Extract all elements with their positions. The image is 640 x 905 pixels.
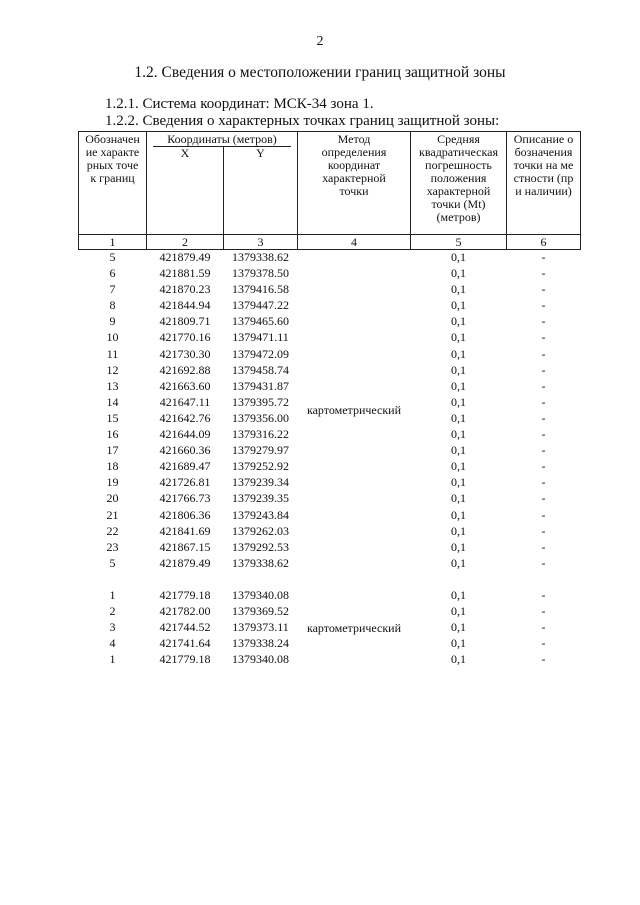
x-coordinate-cell: 421879.49	[159, 555, 211, 570]
x-coordinate-cell: 421844.94	[159, 298, 211, 313]
header-x: X	[147, 147, 224, 235]
x-coordinate-cell: 421841.69	[159, 523, 211, 538]
table-body	[79, 250, 581, 669]
x-coordinate-cell: 421744.52	[159, 620, 211, 635]
description-cell: -	[541, 652, 546, 667]
mean-error-cell: 0,1	[451, 427, 466, 442]
point-number-cell: 19	[106, 475, 119, 490]
description-cell: -	[541, 250, 546, 264]
y-coordinate-cell: 1379239.34	[232, 475, 289, 490]
point-number-cell: 14	[106, 394, 119, 409]
description-cell: -	[541, 443, 546, 458]
x-coordinate-cell: 421766.73	[159, 491, 211, 506]
mean-error-cell: 0,1	[451, 410, 466, 425]
mean-error-cell: 0,1	[451, 250, 466, 264]
description-cell: -	[541, 523, 546, 538]
description-cell: -	[541, 539, 546, 554]
mean-error-cell: 0,1	[451, 443, 466, 458]
mean-error-cell: 0,1	[451, 266, 466, 281]
x-coordinate-cell: 421779.18	[159, 587, 211, 602]
point-number-cell: 5	[109, 555, 116, 570]
y-coordinate-cell: 1379243.84	[232, 507, 289, 522]
x-coordinate-cell: 421879.49	[159, 250, 211, 264]
point-number-cell: 5	[109, 250, 116, 264]
description-cell: -	[541, 298, 546, 313]
description-cell: -	[541, 314, 546, 329]
y-coordinate-cell: 1379471.11	[232, 330, 289, 345]
mean-error-cell: 0,1	[451, 603, 466, 618]
y-coordinate-cell: 1379340.08	[232, 587, 289, 602]
header-description: Описание обозначения точки на местности (при наличии)	[507, 132, 581, 235]
mean-error-cell: 0,1	[451, 636, 466, 651]
y-coordinate-cell: 1379239.35	[232, 491, 289, 506]
y-coordinate-cell: 1379292.53	[232, 539, 289, 554]
points-heading: 1.2.2. Сведения о характерных точках границ защитной зоны:	[105, 113, 500, 129]
x-coordinate-cell: 421726.81	[159, 475, 211, 490]
y-coordinate-cell: 1379316.22	[232, 427, 289, 442]
point-number-cell: 1	[109, 652, 116, 667]
y-coordinate-cell: 1379338.62	[232, 555, 289, 570]
y-coordinate-cell: 1379338.62	[232, 250, 289, 264]
x-coordinate-cell: 421689.47	[159, 459, 211, 474]
method-cell: картометрический	[306, 620, 402, 635]
point-number-cell: 6	[109, 266, 116, 281]
mean-error-cell: 0,1	[451, 523, 466, 538]
mean-error-cell: 0,1	[451, 362, 466, 377]
x-coordinate-cell: 421644.09	[159, 427, 211, 442]
point-number-cell: 3	[109, 620, 116, 635]
point-number-cell: 20	[106, 491, 119, 506]
y-coordinate-cell: 1379369.52	[232, 603, 289, 618]
y-coordinate-cell: 1379279.97	[232, 443, 289, 458]
x-coordinate-cell: 421870.23	[159, 282, 211, 297]
y-coordinate-cell: 1379395.72	[232, 394, 289, 409]
y-coordinate-cell: 1379378.50	[232, 266, 289, 281]
point-number-cell: 1	[109, 587, 116, 602]
point-number-cell: 16	[106, 427, 119, 442]
point-number-cell: 10	[106, 330, 119, 345]
column-number: 4	[298, 235, 411, 250]
mean-error-cell: 0,1	[451, 346, 466, 361]
y-coordinate-cell: 1379447.22	[232, 298, 289, 313]
description-cell: -	[541, 362, 546, 377]
mean-error-cell: 0,1	[451, 298, 466, 313]
x-coordinate-cell: 421881.59	[159, 266, 211, 281]
x-coordinate-cell: 421806.36	[159, 507, 211, 522]
description-cell: -	[541, 394, 546, 409]
point-number-cell: 13	[106, 378, 119, 393]
description-cell: -	[541, 378, 546, 393]
point-number-cell: 12	[106, 362, 119, 377]
y-coordinate-cell: 1379458.74	[232, 362, 289, 377]
column-number: 1	[79, 235, 147, 250]
description-cell: -	[541, 410, 546, 425]
point-number-cell: 8	[109, 298, 116, 313]
y-coordinate-cell: 1379338.24	[232, 636, 289, 651]
column-number: 3	[224, 235, 298, 250]
y-coordinate-cell: 1379373.11	[232, 620, 289, 635]
column-number: 5	[411, 235, 507, 250]
description-cell: -	[541, 636, 546, 651]
coord-system-line: 1.2.1. Система координат: МСК-34 зона 1.	[105, 96, 374, 112]
x-coordinate-cell: 421642.76	[159, 410, 211, 425]
table-row	[79, 588, 581, 604]
mean-error-cell: 0,1	[451, 378, 466, 393]
point-number-cell: 4	[109, 636, 116, 651]
point-number-cell: 23	[106, 539, 119, 554]
mean-error-cell: 0,1	[451, 394, 466, 409]
header-method: Метод определения координат характерной точки	[298, 132, 411, 235]
boundary-points-table	[78, 131, 581, 668]
description-cell: -	[541, 282, 546, 297]
description-cell: -	[541, 459, 546, 474]
y-coordinate-cell: 1379356.00	[232, 410, 289, 425]
y-coordinate-cell: 1379465.60	[232, 314, 289, 329]
point-number-cell: 21	[106, 507, 119, 522]
description-cell: -	[541, 507, 546, 522]
point-number-cell: 17	[106, 443, 119, 458]
group-separator	[79, 572, 581, 588]
mean-error-cell: 0,1	[451, 282, 466, 297]
y-coordinate-cell: 1379431.87	[232, 378, 289, 393]
x-coordinate-cell: 421782.00	[159, 603, 211, 618]
x-coordinate-cell: 421660.36	[159, 443, 211, 458]
x-coordinate-cell: 421663.60	[159, 378, 211, 393]
column-number: 2	[147, 235, 224, 250]
point-number-cell: 11	[106, 346, 119, 361]
x-coordinate-cell: 421692.88	[159, 362, 211, 377]
point-number-cell: 2	[109, 603, 116, 618]
description-cell: -	[541, 427, 546, 442]
header-coordinates-group: Координаты (метров)	[147, 132, 298, 148]
y-coordinate-cell: 1379472.09	[232, 346, 289, 361]
header-y: Y	[224, 147, 298, 235]
description-cell: -	[541, 603, 546, 618]
point-number-cell: 15	[106, 410, 119, 425]
mean-error-cell: 0,1	[451, 620, 466, 635]
mean-error-cell: 0,1	[451, 459, 466, 474]
page-number: 2	[316, 34, 324, 49]
description-cell: -	[541, 266, 546, 281]
header-mean-error: Средняя квадратическая погрешность положения характерной точки (Mt) (метров)	[411, 132, 507, 235]
y-coordinate-cell: 1379340.08	[232, 652, 289, 667]
point-number-cell: 9	[109, 314, 116, 329]
y-coordinate-cell: 1379252.92	[232, 459, 289, 474]
point-number-cell: 22	[106, 523, 119, 538]
section-title: 1.2. Сведения о местоположении границ защитной зоны	[134, 64, 506, 81]
x-coordinate-cell: 421867.15	[159, 539, 211, 554]
description-cell: -	[541, 620, 546, 635]
column-number: 6	[507, 235, 581, 250]
x-coordinate-cell: 421809.71	[159, 314, 211, 329]
table-row	[79, 250, 581, 267]
mean-error-cell: 0,1	[451, 539, 466, 554]
y-coordinate-cell: 1379262.03	[232, 523, 289, 538]
x-coordinate-cell: 421730.30	[159, 346, 211, 361]
description-cell: -	[541, 587, 546, 602]
description-cell: -	[541, 555, 546, 570]
x-coordinate-cell: 421647.11	[159, 394, 211, 409]
point-number-cell: 7	[109, 282, 116, 297]
description-cell: -	[541, 346, 546, 361]
mean-error-cell: 0,1	[451, 314, 466, 329]
x-coordinate-cell: 421741.64	[159, 636, 211, 651]
method-cell: картометрический	[306, 403, 402, 418]
x-coordinate-cell: 421779.18	[159, 652, 211, 667]
point-number-cell: 18	[106, 459, 119, 474]
mean-error-cell: 0,1	[451, 587, 466, 602]
mean-error-cell: 0,1	[451, 652, 466, 667]
description-cell: -	[541, 475, 546, 490]
mean-error-cell: 0,1	[451, 475, 466, 490]
mean-error-cell: 0,1	[451, 330, 466, 345]
x-coordinate-cell: 421770.16	[159, 330, 211, 345]
description-cell: -	[541, 330, 546, 345]
description-cell: -	[541, 491, 546, 506]
y-coordinate-cell: 1379416.58	[232, 282, 289, 297]
mean-error-cell: 0,1	[451, 491, 466, 506]
header-point-designation: Обозначение характерных точек границ	[79, 132, 147, 235]
mean-error-cell: 0,1	[451, 507, 466, 522]
mean-error-cell: 0,1	[451, 555, 466, 570]
